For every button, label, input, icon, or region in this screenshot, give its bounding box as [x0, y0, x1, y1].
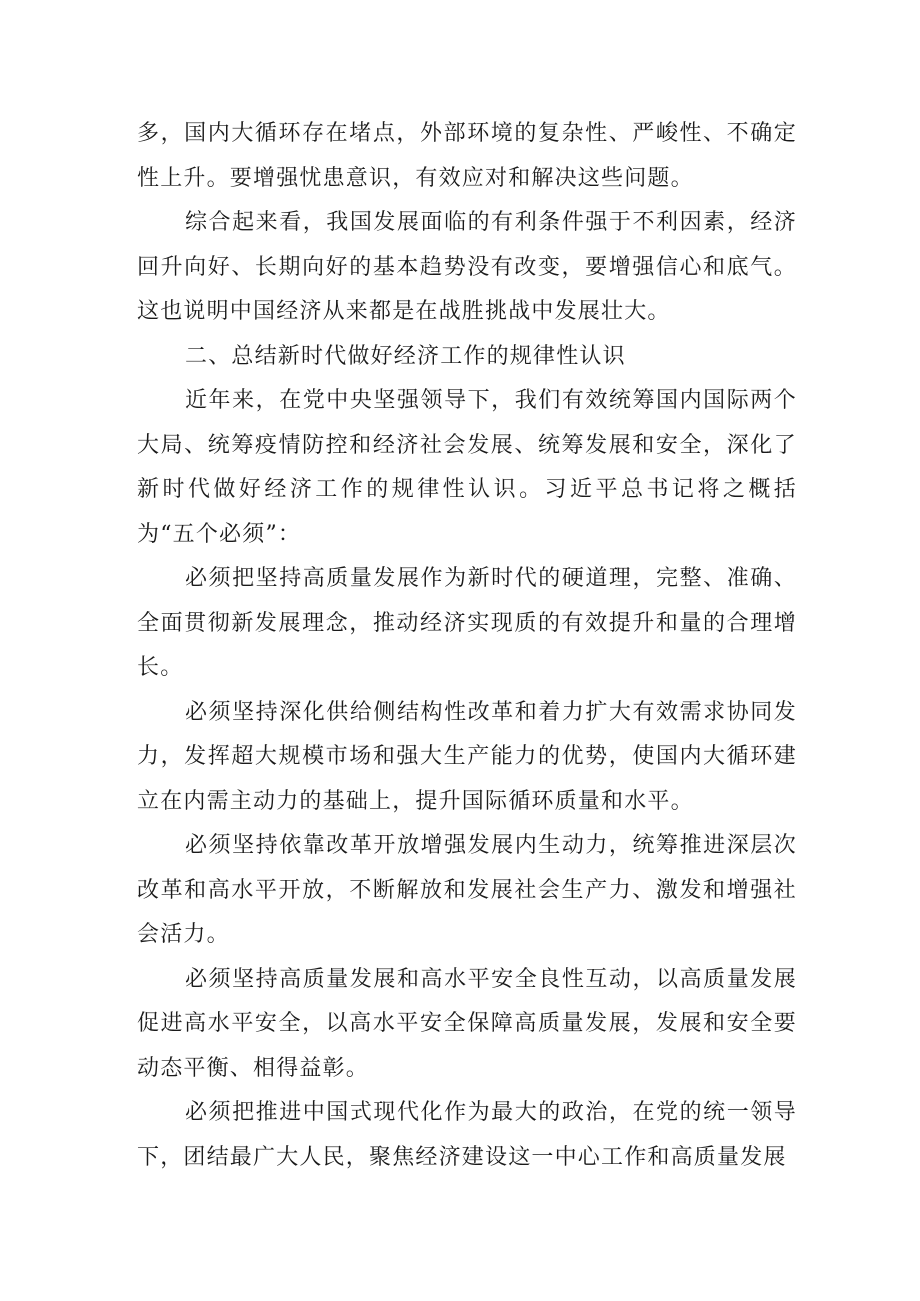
paragraph-intro: 近年来，在党中央坚强领导下，我们有效统筹国内国际两个大局、统筹疫情防控和经济社会发展、统筹发展和安全，深化了新时代做好经济工作的规律性认识。习近平总书记将之概括为“五个必须”：	[137, 388, 797, 547]
paragraph-must-1: 必须把坚持高质量发展作为新时代的硬道理，完整、准确、全面贯彻新发展理念，推动经济实现质的有效提升和量的合理增长。	[137, 566, 797, 680]
document-body	[137, 112, 797, 1180]
paragraph-must-2: 必须坚持深化供给侧结构性改革和着力扩大有效需求协同发力，发挥超大规模市场和强大生产能力的优势，使国内大循环建立在内需主动力的基础上，提升国际循环质量和水平。	[137, 699, 797, 814]
section-heading: 二、总结新时代做好经济工作的规律性认识	[185, 343, 626, 369]
paragraph-must-4: 必须坚持高质量发展和高水平安全良性互动，以高质量发展促进高水平安全，以高水平安全保障高质量发展，发展和安全要动态平衡、相得益彰。	[137, 966, 797, 1081]
paragraph-summary: 综合起来看，我国发展面临的有利条件强于不利因素，经济回升向好、长期向好的基本趋势没有改变，要增强信心和底气。这也说明中国经济从来都是在战胜挑战中发展壮大。	[137, 210, 797, 324]
paragraph-must-5: 必须把推进中国式现代化作为最大的政治，在党的统一领导下，团结最广大人民，聚焦经济建设这一中心工作和高质量发展	[137, 1100, 797, 1170]
paragraph-continuation: 多，国内大循环存在堵点，外部环境的复杂性、严峻性、不确定性上升。要增强忧患意识，有效应对和解决这些问题。	[137, 121, 797, 191]
paragraph-must-3: 必须坚持依靠改革开放增强发展内生动力，统筹推进深层次改革和高水平开放，不断解放和发展社会生产力、激发和增强社会活力。	[137, 833, 797, 947]
